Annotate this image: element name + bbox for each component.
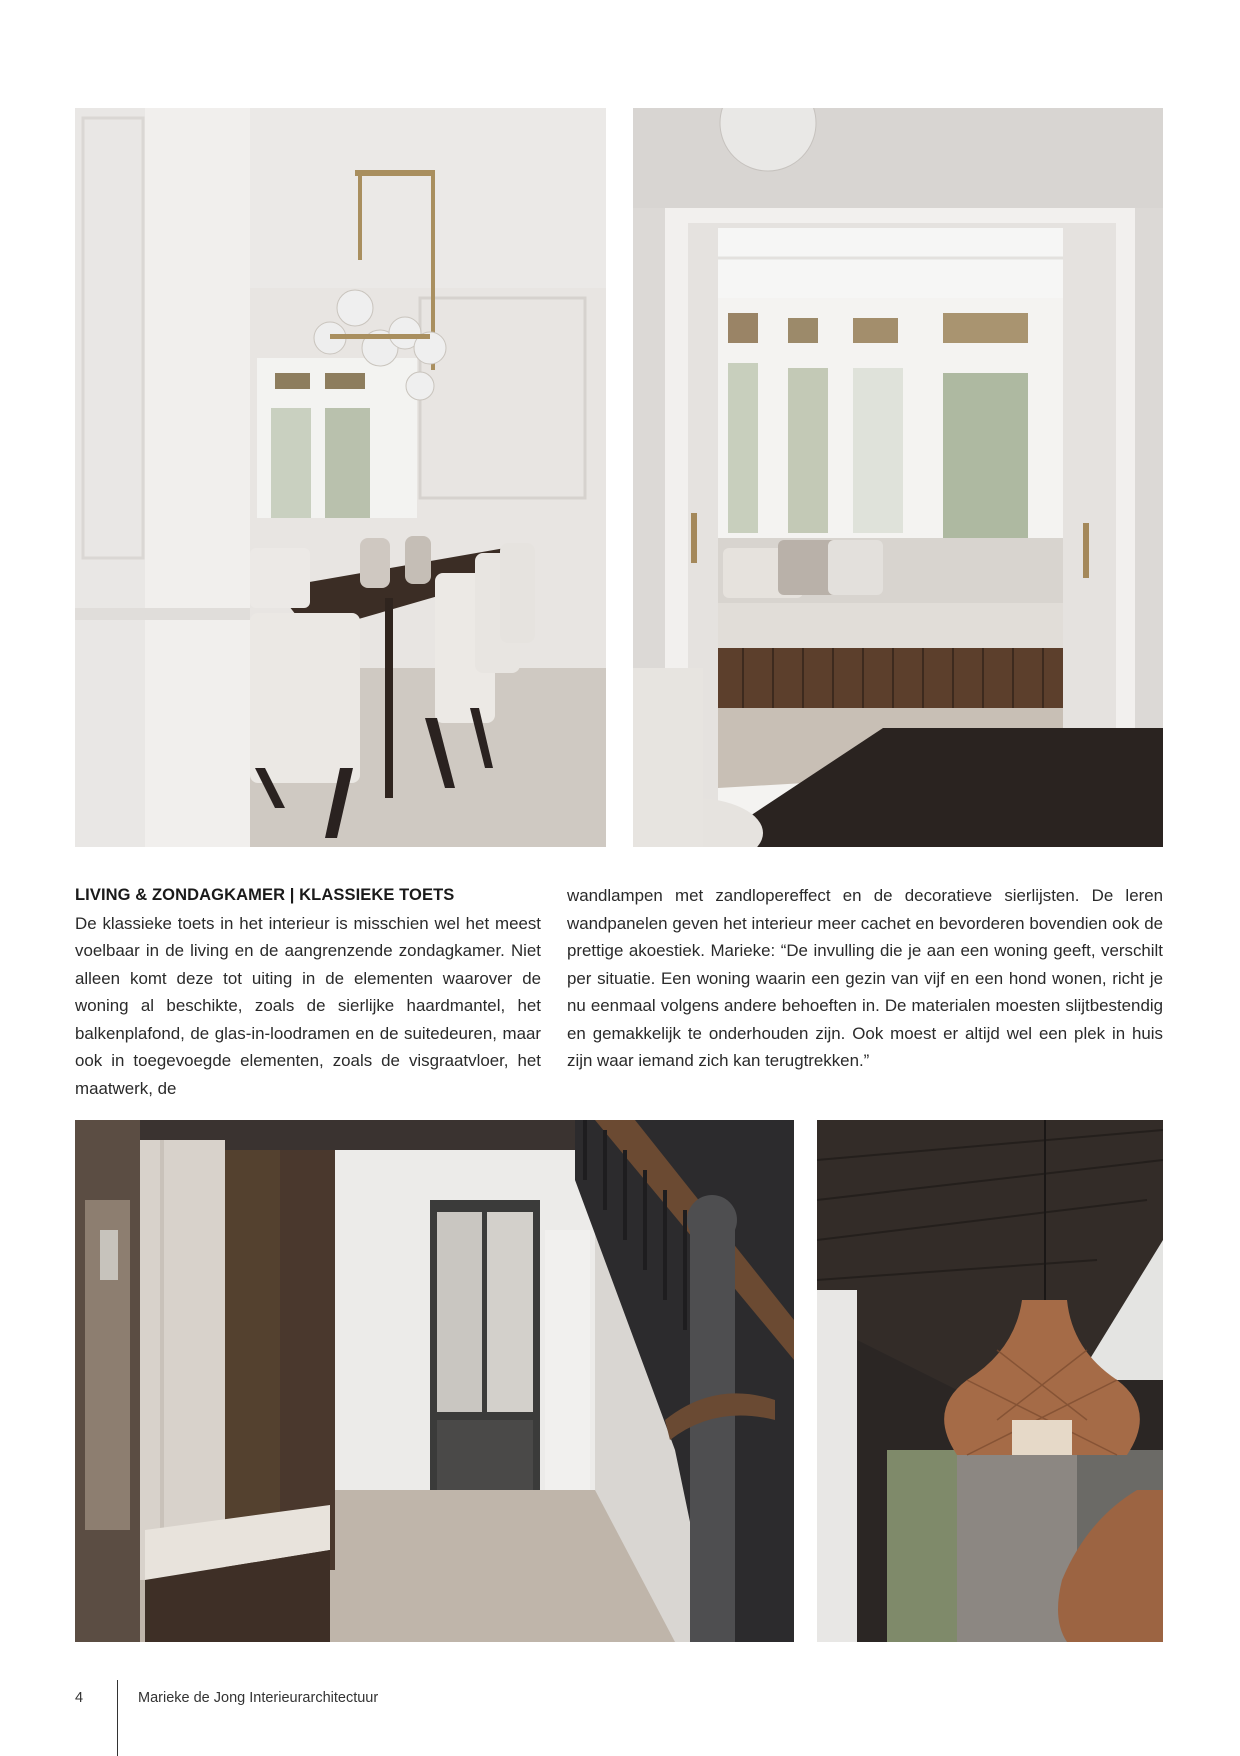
article-column-left (75, 882, 541, 1102)
hallway-staircase-photo (75, 1120, 794, 1642)
article-heading: LIVING & ZONDAGKAMER | KLASSIEKE TOETS (75, 886, 455, 904)
footer-divider (117, 1680, 118, 1756)
article-body-left: De klassieke toets in het interieur is misschien wel het meest voelbaar in de living en de aangrenzende zondagkamer. Niet alleen komt deze tot uiting in de elementen waarover de woning al beschikte, zoals de sierlijke haardmantel, het balkenplafond, de glas-in-loodramen en de suitedeuren, maar ook in toegevoegde elementen, zoals de visgraatvloer, het maatwerk, de (75, 913, 541, 1098)
publisher-name: Marieke de Jong Interieurarchitectuur (138, 1690, 379, 1706)
sunroom-photo (633, 108, 1163, 847)
article-body-right: wandlampen met zandlopereffect en de decoratieve sierlijsten. De leren wandpanelen geven het interieur meer cachet en bevorderen bovendien ook de prettige akoestiek. Marieke: “De invulling die je aan een woning geeft, verschilt per situatie. Een woning waarin een gezin van vijf en een hond wonen, richt je nu eenmaal volgens andere behoeften in. De materialen moesten slijtbestendig en gemakkelijk te onderhouden zijn. Ook moest er altijd wel een plek in huis zijn waar iemand zich kan terugtrekken.” (567, 886, 1163, 1070)
woven-pendant-lamp-photo (817, 1120, 1163, 1642)
page-number: 4 (75, 1690, 84, 1706)
dining-room-photo (75, 108, 606, 847)
article-column-right (567, 882, 1163, 1075)
